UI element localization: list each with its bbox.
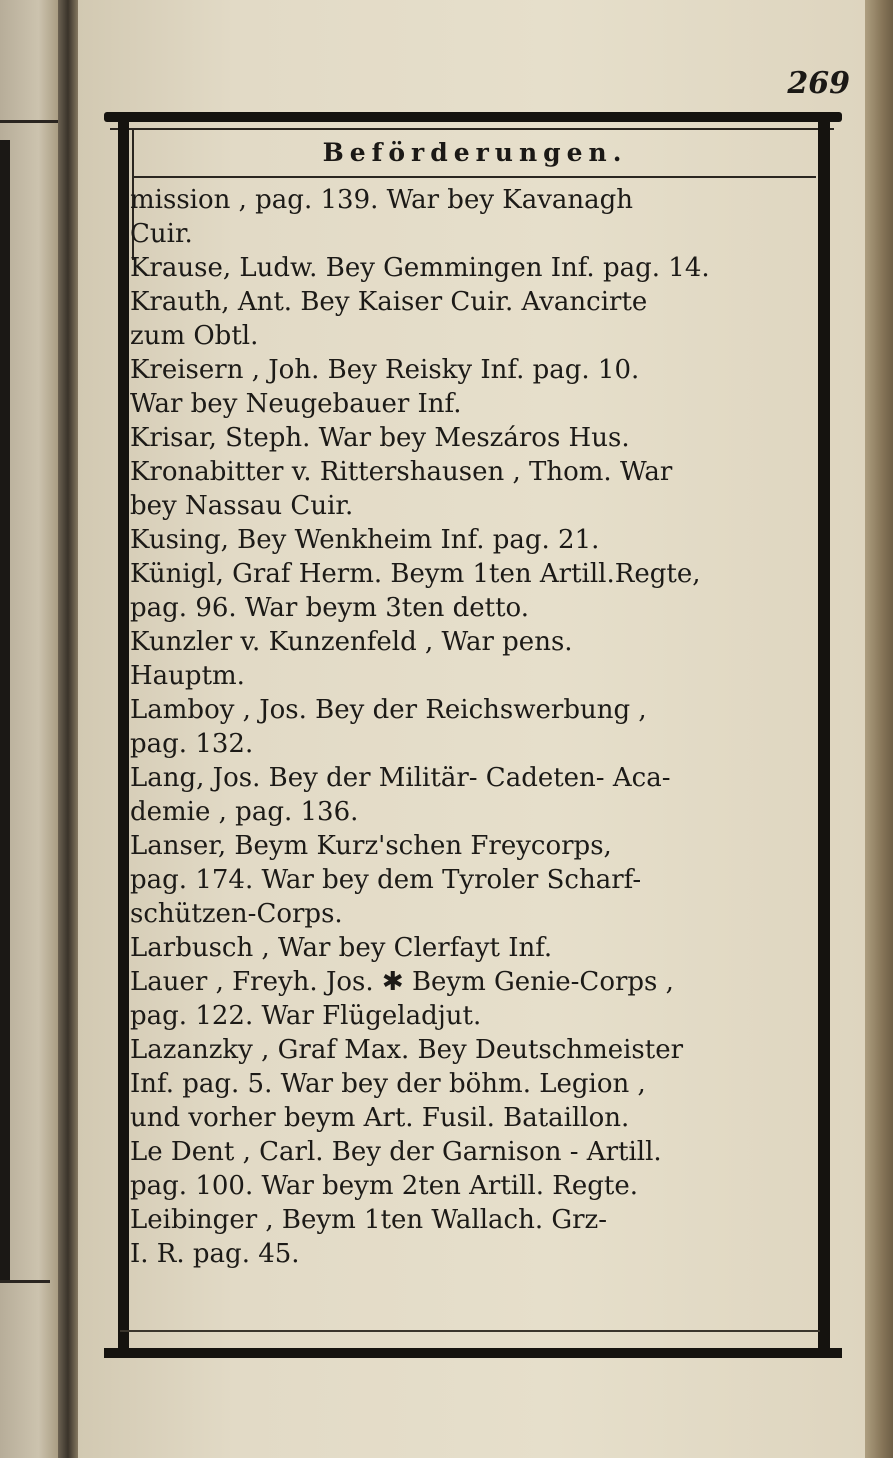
header-rule xyxy=(132,176,816,178)
entry-continuation-line: Hauptm. xyxy=(130,661,245,691)
entry-continuation-line: bey Nassau Cuir. xyxy=(130,491,354,521)
entry-line: Lang, Jos. Bey der Militär- Cadeten- Aca- xyxy=(130,763,671,793)
register-entry xyxy=(130,557,816,625)
entry-line: Lauer , Freyh. Jos. ✱ Beym Genie-Corps , xyxy=(130,967,674,997)
register-entry xyxy=(130,1135,816,1203)
register-entry xyxy=(130,965,816,1033)
register-entry xyxy=(130,421,816,455)
register-entry xyxy=(130,625,816,693)
facing-page-rule xyxy=(0,120,58,123)
entry-continuation-line: und vorher beym Art. Fusil. Bataillon. xyxy=(130,1103,630,1133)
page-number: 269 xyxy=(787,66,850,101)
entry-continuation-line: pag. 96. War beym 3ten detto. xyxy=(130,593,530,623)
frame-inner-bottom-rule xyxy=(120,1330,820,1332)
entry-continuation-line: Cuir. xyxy=(130,219,193,249)
entry-line: Kunzler v. Kunzenfeld , War pens. xyxy=(130,627,573,657)
entry-continuation-line: pag. 132. xyxy=(130,729,254,759)
entry-line: Lazanzky , Graf Max. Bey Deutschmeister xyxy=(130,1035,684,1065)
register-entry xyxy=(130,829,816,931)
frame-left-rule xyxy=(118,122,129,1350)
entry-continuation-line: schützen-Corps. xyxy=(130,899,343,929)
register-entry xyxy=(130,761,816,829)
entry-continuation-line: pag. 122. War Flügeladjut. xyxy=(130,1001,482,1031)
book-gutter xyxy=(58,0,78,1458)
entry-line: Leibinger , Beym 1ten Wallach. Grz- xyxy=(130,1205,608,1235)
entry-list xyxy=(130,183,816,1271)
entry-continuation-line: zum Obtl. xyxy=(130,321,259,351)
page-edge xyxy=(865,0,893,1458)
frame-bottom-rule xyxy=(104,1348,842,1358)
entry-line: Krauth, Ant. Bey Kaiser Cuir. Avancirte xyxy=(130,287,648,317)
entry-continuation-line: pag. 174. War bey dem Tyroler Scharf- xyxy=(130,865,642,895)
entry-line: Krause, Ludw. Bey Gemmingen Inf. pag. 14. xyxy=(130,253,710,283)
facing-page-rule xyxy=(0,1280,50,1283)
entry-line: Kusing, Bey Wenkheim Inf. pag. 21. xyxy=(130,525,600,555)
entry-continuation-line: Inf. pag. 5. War bey der böhm. Legion , xyxy=(130,1069,646,1099)
register-entry xyxy=(130,353,816,421)
register-entry xyxy=(130,251,816,285)
frame-right-rule xyxy=(818,120,830,1350)
entry-line: Künigl, Graf Herm. Beym 1ten Artill.Regte, xyxy=(130,559,701,589)
entry-line: Larbusch , War bey Clerfayt Inf. xyxy=(130,933,553,963)
facing-page-frame xyxy=(0,140,10,1280)
frame-inner-rule xyxy=(110,128,834,130)
entry-line: mission , pag. 139. War bey Kavanagh xyxy=(130,185,634,215)
entry-continuation-line: demie , pag. 136. xyxy=(130,797,359,827)
register-entry xyxy=(130,183,816,251)
entry-continuation-line: I. R. pag. 45. xyxy=(130,1239,300,1269)
frame-top-rule xyxy=(104,112,842,122)
entry-continuation-line: pag. 100. War beym 2ten Artill. Regte. xyxy=(130,1171,638,1201)
entry-continuation-line: War bey Neugebauer Inf. xyxy=(130,389,462,419)
entry-line: Le Dent , Carl. Bey der Garnison - Artill. xyxy=(130,1137,662,1167)
entry-line: Lamboy , Jos. Bey der Reichswerbung , xyxy=(130,695,647,725)
entry-line: Kreisern , Joh. Bey Reisky Inf. pag. 10. xyxy=(130,355,640,385)
entry-line: Kronabitter v. Rittershausen , Thom. War xyxy=(130,457,673,487)
register-entry xyxy=(130,455,816,523)
register-entry xyxy=(130,523,816,557)
running-head: Beförderungen. xyxy=(322,138,628,167)
entry-line: Lanser, Beym Kurz'schen Freycorps, xyxy=(130,831,612,861)
register-entry xyxy=(130,693,816,761)
register-entry xyxy=(130,931,816,965)
register-entry xyxy=(130,1203,816,1271)
register-entry xyxy=(130,285,816,353)
entry-line: Krisar, Steph. War bey Meszáros Hus. xyxy=(130,423,630,453)
register-entry xyxy=(130,1033,816,1135)
